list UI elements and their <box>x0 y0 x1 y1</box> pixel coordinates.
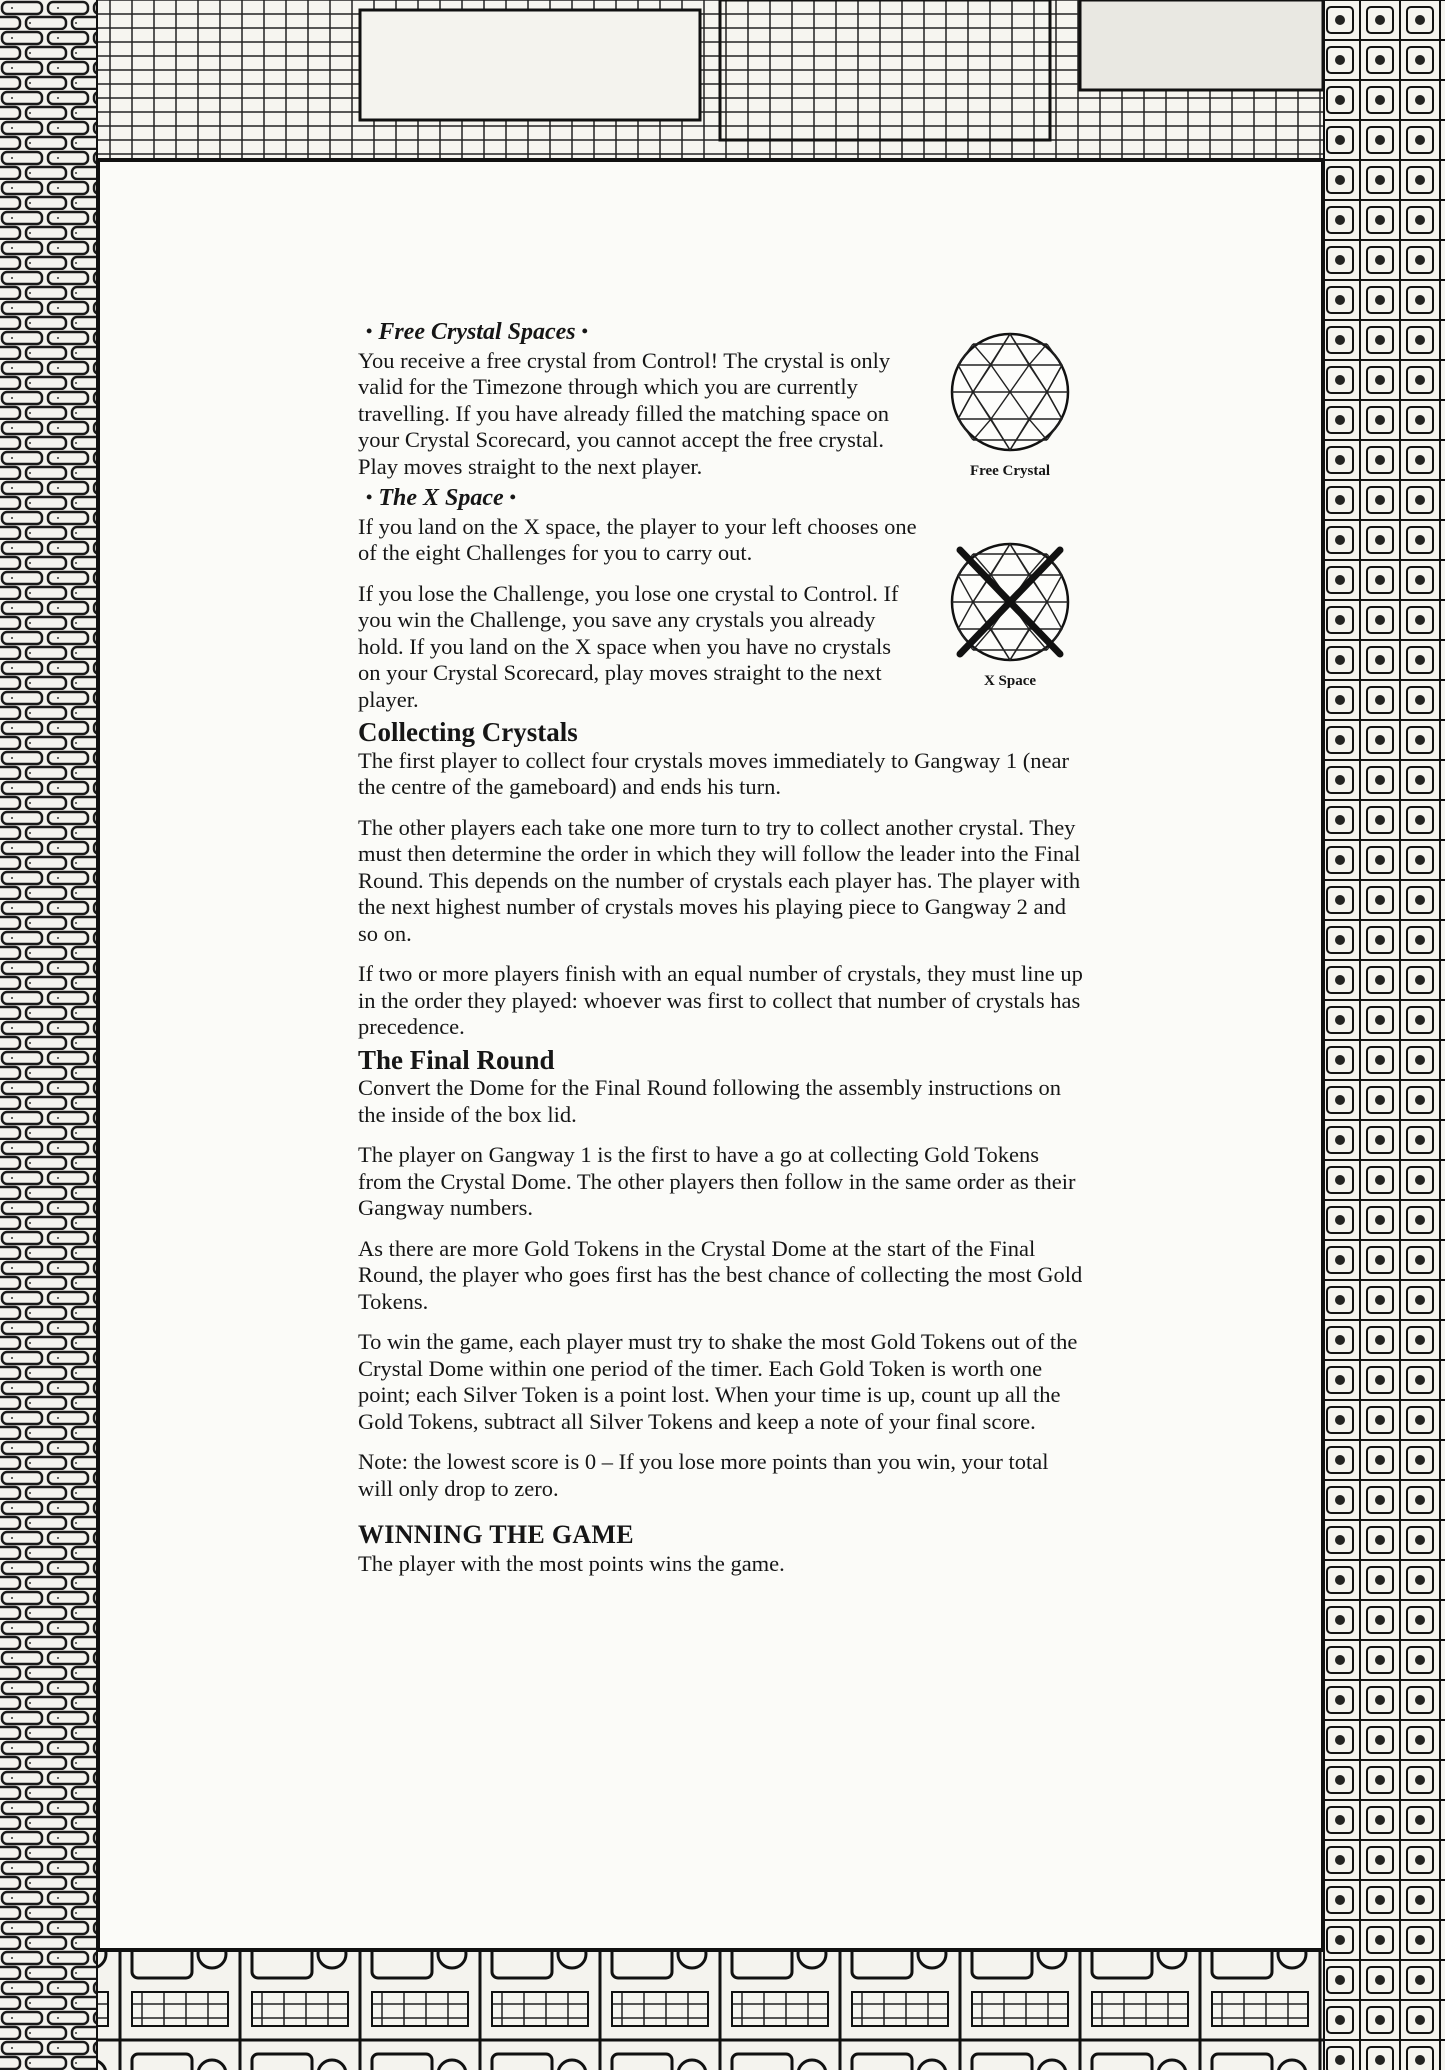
collecting-para-2: The other players each take one more turn to try to collect another crystal. They must then determine the order in which they will follow the leader into the Final Round. This depends on the number of crystals each player has. The player with the next highest number of crystals moves his playing piece to Gangway 2 and so on. <box>358 814 1081 946</box>
bullet: • <box>366 321 373 341</box>
collecting-para-1: The first player to collect four crystals moves immediately to Gangway 1 (near the centre of the gameboard) and ends his turn. <box>358 747 1070 799</box>
winning-heading: WINNING THE GAME <box>358 1520 634 1549</box>
final-round-para-1: Convert the Dome for the Final Round following the assembly instructions on the inside of the box lid. <box>358 1075 1062 1127</box>
final-round-para-5: Note: the lowest score is 0 – If you lose more points than you win, your total will only drop to zero. <box>358 1449 1049 1501</box>
free-crystal-heading-text: Free Crystal Spaces <box>378 319 576 345</box>
final-round-para-3: As there are more Gold Tokens in the Crystal Dome at the start of the Final Round, the player who goes first has the best chance of collecting the most Gold Tokens. <box>358 1235 1083 1314</box>
final-round-heading: The Final Round <box>358 1044 555 1075</box>
bullet: • <box>581 321 588 341</box>
x-space-para-2: If you lose the Challenge, you lose one crystal to Control. If you win the Challenge, you save any crystals you already hold. If you land on the X space when you have no crystals on your Crystal Scorecard, play moves straight to the next player. <box>358 580 899 712</box>
bullet: • <box>366 487 373 507</box>
winning-text: The player with the most points wins the game. <box>358 1550 785 1576</box>
collecting-crystals-heading: Collecting Crystals <box>358 717 578 747</box>
free-crystal-heading <box>366 318 1088 346</box>
final-round-para-2: The player on Gangway 1 is the first to have a go at collecting Gold Tokens from the Crystal Dome. The other players then follow in the same order as their Gangway numbers. <box>358 1142 1076 1220</box>
x-space-heading-text: The X Space <box>378 485 504 511</box>
free-crystal-text: You receive a free crystal from Control! The crystal is only valid for the Timezone through which you are currently travelling. If you have already filled the matching space on your Crystal Scorecard, you cannot accept the free crystal. Play moves straight to the next player. <box>358 347 891 479</box>
bullet: • <box>509 487 516 507</box>
x-space-caption: X Space <box>983 673 1037 689</box>
x-space-heading <box>366 484 1088 512</box>
x-space-para-1: If you land on the X space, the player to your left chooses one of the eight Challenges for you to carry out. <box>358 513 917 565</box>
rules-text <box>358 318 1088 1591</box>
free-crystal-caption: Free Crystal <box>969 463 1051 479</box>
final-round-para-4: To win the game, each player must try to shake the most Gold Tokens out of the Crystal Dome within one period of the timer. Each Gold Token is worth one point; each Silver Token is a point lost. When your time is up, count up all the Gold Tokens, subtract all Silver Tokens and keep a note of your final score. <box>358 1329 1078 1434</box>
collecting-para-3: If two or more players finish with an equal number of crystals, they must line up in the order they played: whoever was first to collect that number of crystals has precedence. <box>358 961 1083 1039</box>
